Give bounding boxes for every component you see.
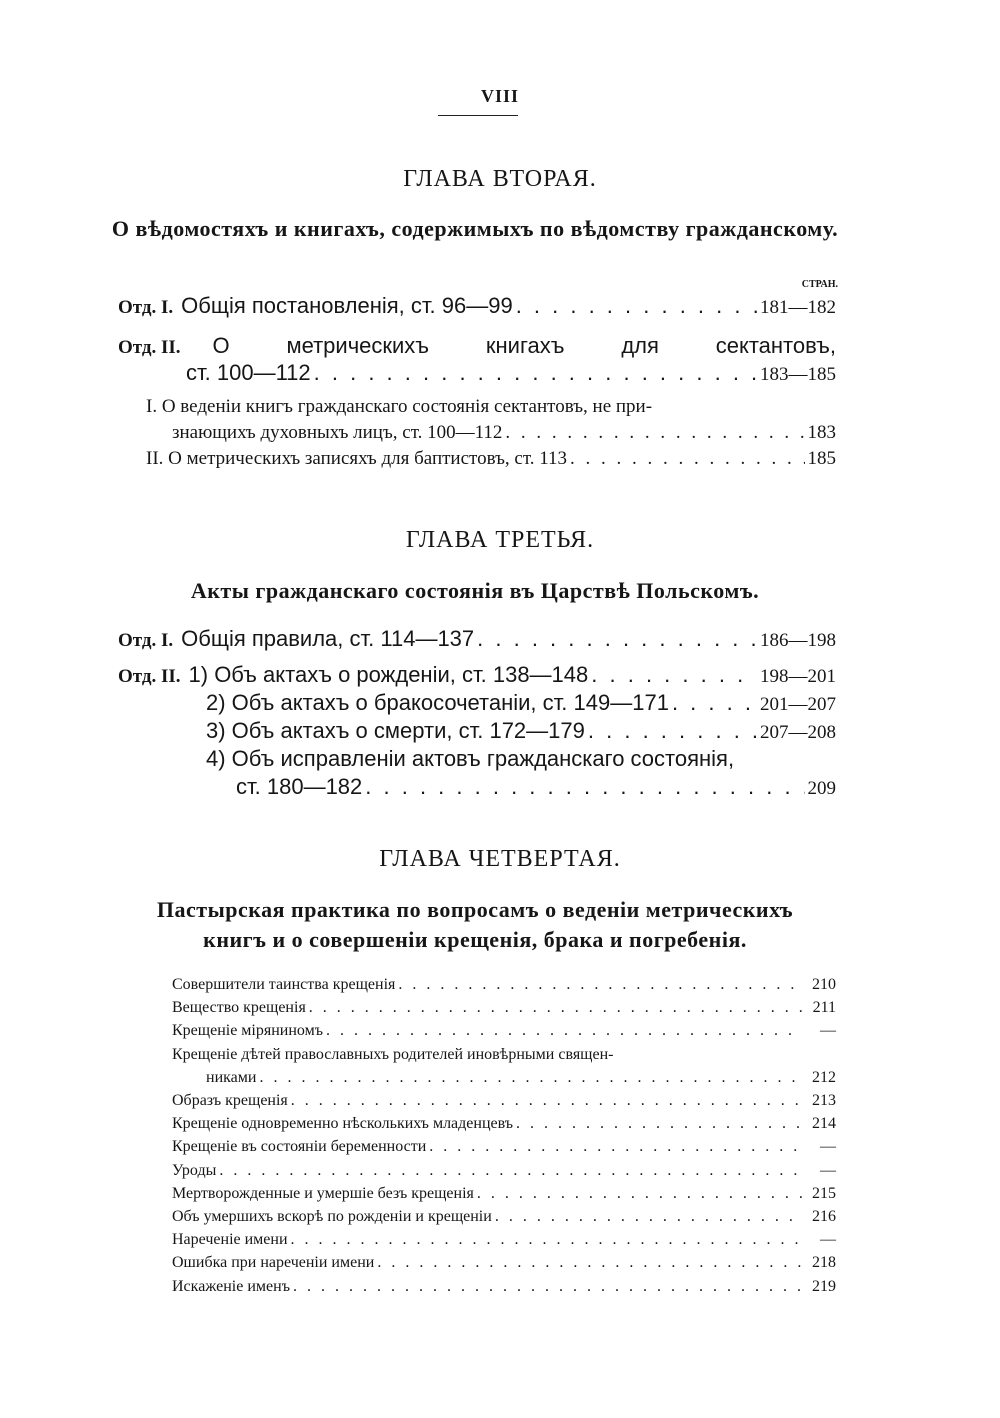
toc-leader [326, 1022, 803, 1040]
toc-leader [570, 448, 804, 470]
toc-pages: — [820, 1231, 836, 1249]
toc-leader [516, 1115, 803, 1133]
toc-leader [591, 662, 757, 688]
toc-text: 1) Объ актахъ о рожденіи, ст. 138—148 [188, 662, 589, 687]
toc-text: Искаженіе именъ [172, 1277, 290, 1295]
toc-ch3-otd2-item1[interactable] [118, 662, 836, 688]
toc-ch2-otd2-line1[interactable] [118, 333, 836, 359]
toc-leader [291, 1092, 803, 1110]
toc-pages: 212 [812, 1068, 836, 1086]
toc-text: II. О метрическихъ записяхъ для баптистовъ, ст. 113 [146, 448, 568, 469]
toc-pages: 207—208 [760, 722, 836, 743]
toc-word: сектантовъ, [715, 333, 836, 358]
toc-ch2-otd2-line2[interactable] [186, 360, 836, 386]
toc-text: ст. 100—112 [186, 360, 311, 385]
page-number-rule [438, 115, 518, 116]
toc-leader [516, 293, 757, 319]
toc-ch4-entry[interactable] [172, 1138, 836, 1156]
toc-leader [219, 1162, 803, 1180]
toc-text: Крещеніе одновременно нѣсколькихъ младенцевъ [172, 1115, 514, 1133]
toc-ch4-entry[interactable] [172, 1278, 836, 1296]
toc-ch4-entry[interactable] [172, 1092, 836, 1110]
toc-pages: — [820, 1138, 836, 1156]
toc-word: книгахъ [485, 333, 565, 358]
toc-ch3-otd2-item4-line1: 4) Объ исправленіи актовъ гражданскаго состоянія, [206, 746, 735, 771]
chapter-4-title: ГЛАВА ЧЕТВЕРТАЯ. [379, 846, 621, 872]
toc-text: Образъ крещенія [172, 1092, 288, 1109]
toc-leader [377, 1254, 803, 1272]
toc-text: ст. 180—182 [236, 774, 363, 799]
toc-text: Ошибка при нареченіи имени [172, 1254, 375, 1272]
toc-pages: 183—185 [760, 364, 836, 385]
toc-text: Уроды [172, 1161, 217, 1179]
toc-pages: 214 [812, 1115, 836, 1133]
toc-label: Отд. I. [118, 630, 174, 651]
toc-leader [477, 626, 757, 652]
toc-text: знающихъ духовныхъ лицъ, ст. 100—112 [172, 422, 503, 443]
toc-leader [365, 774, 804, 800]
toc-pages: 183 [807, 422, 836, 443]
toc-label: Отд. II. [118, 666, 181, 687]
toc-pages: 201—207 [760, 694, 836, 715]
toc-label: Отд. II. [118, 337, 181, 358]
toc-text: Вещество крещенія [172, 999, 306, 1017]
toc-pages: 181—182 [760, 297, 836, 318]
toc-text: Общія постановленія, ст. 96—99 [181, 293, 513, 318]
toc-pages: 209 [807, 778, 836, 799]
toc-label: Отд. I. [118, 297, 174, 318]
toc-pages: 186—198 [760, 630, 836, 651]
toc-leader [429, 1138, 803, 1156]
toc-leader [495, 1208, 803, 1226]
toc-ch4-entry[interactable] [172, 999, 836, 1017]
chapter-4-subtitle-line1: Пастырская практика по вопросамъ о веденіи метрическихъ [156, 897, 794, 922]
toc-text: Общія правила, ст. 114—137 [181, 626, 475, 651]
toc-ch4-entry[interactable] [172, 976, 836, 994]
toc-leader [293, 1278, 803, 1296]
toc-word: для [621, 333, 659, 358]
toc-ch4-entry[interactable] [172, 1046, 836, 1064]
toc-ch4-entry[interactable] [172, 1115, 836, 1133]
toc-ch2-sub2[interactable] [146, 448, 836, 470]
toc-pages: 218 [812, 1254, 836, 1272]
toc-text: Крещеніе міряниномъ [172, 1022, 324, 1040]
toc-pages: 215 [812, 1184, 836, 1202]
toc-pages: 213 [812, 1092, 836, 1109]
toc-leader [291, 1231, 803, 1249]
toc-pages: 198—201 [760, 666, 836, 687]
toc-text: Крещеніе въ состояніи беременности [172, 1138, 427, 1156]
toc-ch2-sub1-line2[interactable] [172, 422, 836, 444]
toc-text: Нареченіе имени [172, 1231, 288, 1249]
toc-pages: 216 [812, 1208, 836, 1225]
toc-leader [477, 1185, 803, 1203]
toc-leader [259, 1069, 803, 1087]
toc-leader [672, 690, 757, 716]
chapter-3-title: ГЛАВА ТРЕТЬЯ. [405, 527, 595, 553]
toc-ch3-otd2-item2[interactable] [206, 690, 836, 716]
toc-text: никами [206, 1068, 257, 1086]
toc-ch4-entry[interactable] [172, 1185, 836, 1203]
chapter-3-subtitle: Акты гражданскаго состоянія въ Царствѣ Польскомъ. [190, 578, 760, 603]
toc-text: Совершители таинства крещенія [172, 976, 396, 993]
page-number: VIII [480, 86, 519, 106]
toc-text [213, 333, 836, 359]
toc-ch4-entry[interactable] [206, 1069, 836, 1087]
toc-word: О [212, 333, 230, 358]
toc-leader [398, 976, 803, 994]
toc-ch4-entry[interactable] [172, 1022, 836, 1040]
toc-ch3-otd1[interactable] [118, 626, 836, 652]
toc-pages: 210 [812, 976, 836, 993]
toc-leader [505, 422, 804, 444]
column-heading-pages: СТРАН. [801, 279, 838, 290]
toc-pages: — [820, 1161, 836, 1179]
toc-ch3-otd2-item4-line2[interactable] [236, 774, 836, 800]
toc-text: 2) Объ актахъ о бракосочетаніи, ст. 149—171 [206, 690, 669, 715]
toc-pages: 211 [812, 999, 836, 1017]
toc-ch4-entry[interactable] [172, 1254, 836, 1272]
toc-word: метрическихъ [286, 333, 430, 358]
toc-leader [309, 999, 803, 1017]
toc-pages: 219 [812, 1277, 836, 1295]
toc-ch2-sub1-line1: I. О веденіи книгъ гражданскаго состоянія сектантовъ, не при- [146, 396, 653, 417]
toc-ch4-entry[interactable] [172, 1231, 836, 1249]
toc-ch4-entry[interactable] [172, 1208, 836, 1226]
toc-pages: — [820, 1022, 836, 1040]
toc-leader [314, 360, 757, 386]
chapter-2-subtitle: О вѣдомостяхъ и книгахъ, содержимыхъ по вѣдомству гражданскому. [111, 216, 839, 241]
toc-ch4-entry[interactable] [172, 1162, 836, 1180]
chapter-4-subtitle-line2: книгъ и о совершеніи крещенія, брака и погребенія. [203, 927, 747, 952]
toc-text: Объ умершихъ вскорѣ по рожденіи и крещеніи [172, 1208, 492, 1225]
toc-text: Мертворожденные и умершіе безъ крещенія [172, 1184, 474, 1202]
toc-leader [588, 718, 757, 744]
chapter-2-title: ГЛАВА ВТОРАЯ. [403, 166, 597, 192]
toc-text: 3) Объ актахъ о смерти, ст. 172—179 [206, 718, 585, 743]
toc-ch3-otd2-item3[interactable] [206, 718, 836, 744]
toc-ch2-otd1[interactable] [118, 293, 836, 319]
toc-text: Крещеніе дѣтей православныхъ родителей иновѣрными священ- [172, 1045, 614, 1063]
toc-pages: 185 [807, 448, 836, 469]
